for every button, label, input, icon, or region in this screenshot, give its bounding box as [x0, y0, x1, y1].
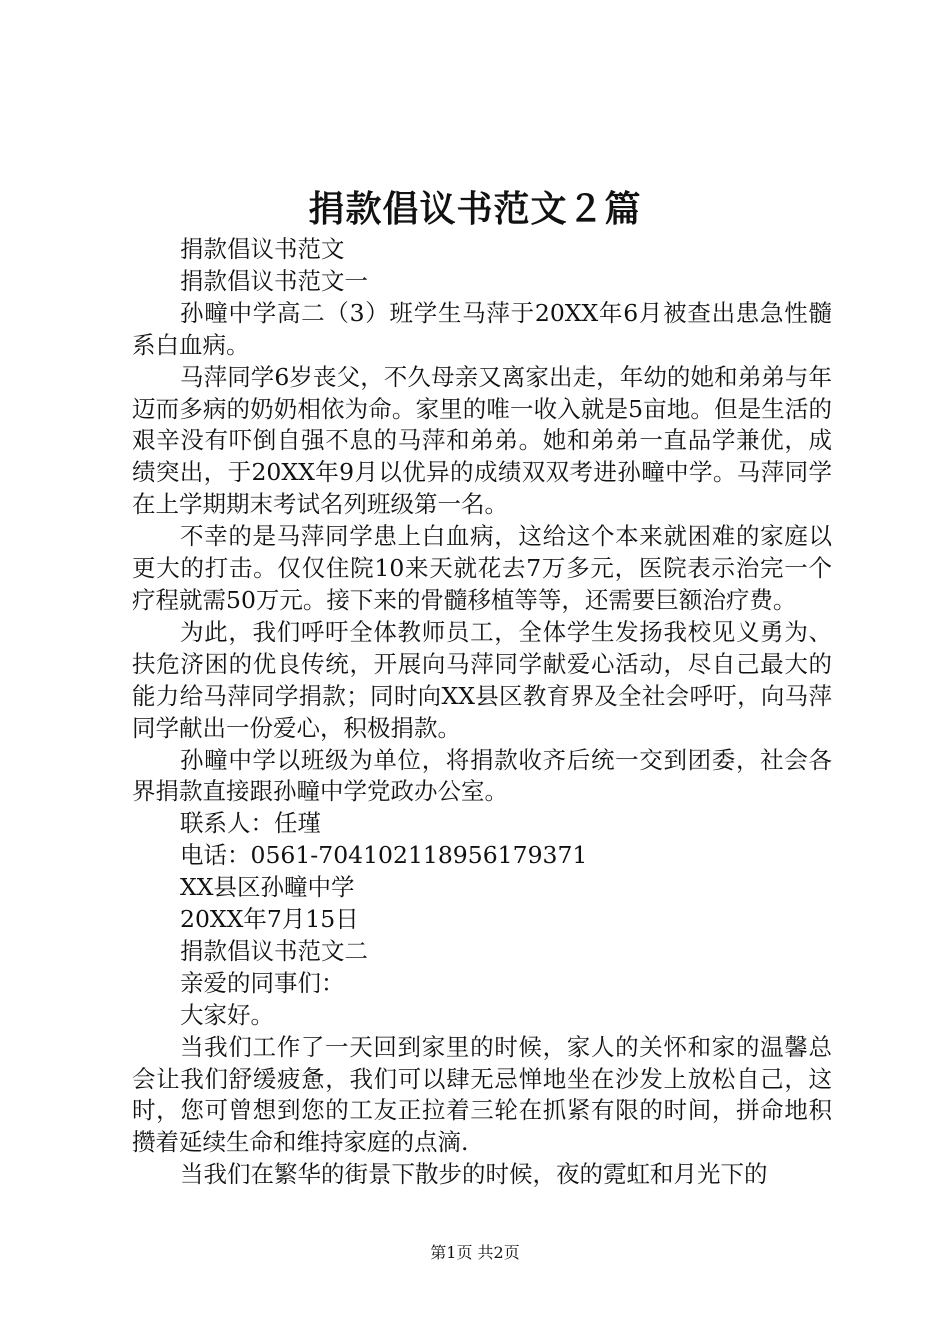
greeting: 大家好。 [180, 1000, 274, 1029]
signature-school: XX县区孙疃中学 [180, 873, 355, 902]
paragraph: 不幸的是马萍同学患上白血病，这给这个本来就困难的家庭以更大的打击。仅仅住院10来天就花去7万多元，医院表示治完一个疗程就需50万元。接下来的骨髓移植等等，还需要巨额治疗费。 [132, 522, 832, 614]
document-title: 捐款倡议书范文２篇 [308, 188, 642, 230]
paragraph-section-one-heading: 捐款倡议书范文一 [180, 266, 368, 295]
paragraph: 当我们工作了一天回到家里的时候，家人的关怀和家的温馨总会让我们舒缓疲惫，我们可以肆无忌惮地坐在沙发上放松自己，这时，您可曾想到您的工友正拉着三轮在抓紧有限的时间，拼命地积攒着延续生命和维持家庭的点滴. [132, 1032, 832, 1157]
paragraph: 马萍同学6岁丧父，不久母亲又离家出走，年幼的她和弟弟与年迈而多病的奶奶相依为命。家里的唯一收入就是5亩地。但是生活的艰辛没有吓倒自强不息的马萍和弟弟。她和弟弟一直品学兼优，成绩突出，于20XX年9月以优异的成绩双双考进孙疃中学。马萍同学在上学期期末考试名列班级第一名。 [132, 362, 832, 519]
paragraph: 孙疃中学以班级为单位，将捐款收齐后统一交到团委，社会各界捐款直接跟孙疃中学党政办公室。 [132, 745, 832, 806]
paragraph: 孙疃中学高二（3）班学生马萍于20XX年6月被查出患急性髓系白血病。 [132, 298, 832, 359]
paragraph-heading: 捐款倡议书范文 [180, 235, 345, 263]
contact-phone: 电话：0561-704102118956179371 [180, 841, 588, 870]
contact-person: 联系人：任瑾 [180, 809, 321, 838]
paragraph-section-two-heading: 捐款倡议书范文二 [180, 936, 368, 965]
paragraph: 为此，我们呼吁全体教师员工，全体学生发扬我校见义勇为、扶危济困的优良传统，开展向马萍同学献爱心活动，尽自己最大的能力给马萍同学捐款；同时向XX县区教育界及全社会呼吁，向马萍同学献出一份爱心，积极捐款。 [132, 617, 832, 742]
signature-date: 20XX年7月15日 [180, 905, 359, 934]
paragraph: 当我们在繁华的街景下散步的时候，夜的霓虹和月光下的 [180, 1160, 768, 1189]
document-body [132, 234, 832, 1191]
salutation: 亲爱的同事们： [180, 968, 345, 997]
page-footer: 第1页 共2页 [430, 1243, 520, 1262]
